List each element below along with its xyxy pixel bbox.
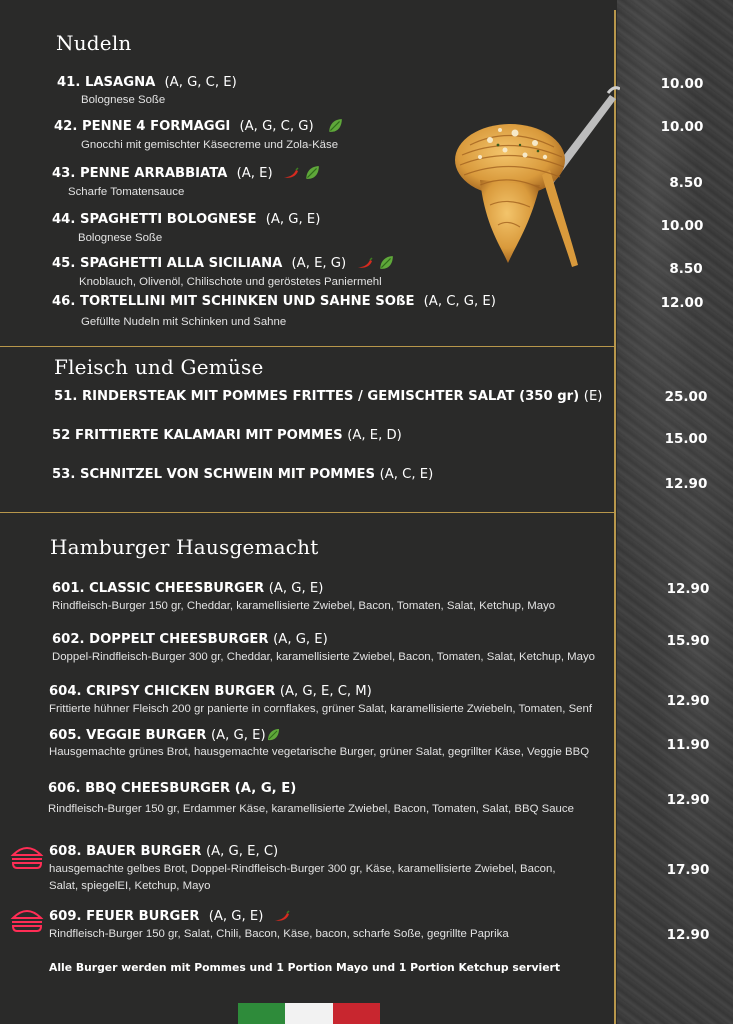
menu-item-606 bbox=[48, 781, 296, 796]
burger-icon bbox=[9, 906, 45, 934]
allergen-code: (A, C, E) bbox=[379, 467, 434, 482]
menu-item-46 bbox=[52, 294, 496, 309]
item-name: 44. SPAGHETTI BOLOGNESE bbox=[52, 212, 257, 227]
section-title-fleisch: Fleisch und Gemüse bbox=[54, 355, 264, 379]
menu-item-41 bbox=[57, 75, 237, 90]
burger-icon bbox=[9, 843, 45, 871]
item-name: 604. CRIPSY CHICKEN BURGER bbox=[49, 684, 276, 699]
item-name: 52 FRITTIERTE KALAMARI MIT POMMES bbox=[52, 428, 343, 443]
item-price: 10.00 bbox=[660, 76, 704, 92]
burger-note: Alle Burger werden mit Pommes und 1 Portion Mayo und 1 Portion Ketchup serviert bbox=[49, 961, 561, 974]
item-price: 8.50 bbox=[669, 175, 703, 191]
item-name: 609. FEUER BURGER bbox=[49, 909, 200, 924]
menu-item-608 bbox=[49, 844, 278, 859]
section-divider bbox=[0, 346, 614, 347]
allergen-code: (A, E) bbox=[236, 166, 273, 181]
item-description: Hausgemachte grünes Brot, hausgemachte vegetarische Burger, grüner Salat, gegrillter Käse, Veggie BBQ bbox=[49, 746, 590, 758]
item-price: 8.50 bbox=[669, 261, 703, 277]
allergen-code: (E) bbox=[583, 389, 603, 404]
chili-icon bbox=[274, 910, 290, 922]
chili-icon bbox=[283, 167, 299, 179]
menu-item-52 bbox=[52, 428, 402, 443]
item-name: 45. SPAGHETTI ALLA SICILIANA bbox=[52, 256, 283, 271]
pasta-fork-image bbox=[450, 85, 620, 275]
leaf-icon bbox=[266, 728, 280, 742]
item-price: 17.90 bbox=[666, 862, 710, 878]
item-name: 606. BBQ CHEESBURGER (A, G, E) bbox=[48, 781, 297, 796]
item-name: 43. PENNE ARRABBIATA bbox=[52, 166, 228, 181]
item-price: 15.00 bbox=[664, 431, 708, 447]
menu-item-51 bbox=[54, 389, 602, 404]
item-price: 10.00 bbox=[660, 119, 704, 135]
flag-stripe-red bbox=[333, 1003, 380, 1024]
item-name: 602. DOPPELT CHEESBURGER bbox=[52, 632, 269, 647]
menu-item-604 bbox=[49, 684, 372, 699]
menu-item-609 bbox=[49, 909, 290, 924]
item-description: Doppel-Rindfleisch-Burger 300 gr, Cheddar, karamellisierte Zwiebel, Bacon, Tomaten, Salat, Ketchup, Mayo bbox=[52, 651, 596, 663]
item-description: Bolognese Soße bbox=[78, 232, 163, 244]
item-description: Rindfleisch-Burger 150 gr, Salat, Chili, Bacon, Käse, bacon, scharfe Soße, gegrillte Paprika bbox=[49, 928, 509, 940]
item-price: 12.90 bbox=[666, 581, 710, 597]
allergen-code: (A, G, E, C) bbox=[205, 844, 279, 859]
allergen-code: (A, E, G) bbox=[291, 256, 347, 271]
flag-stripe-white bbox=[285, 1003, 332, 1024]
menu-item-602 bbox=[52, 632, 328, 647]
item-price: 25.00 bbox=[664, 389, 708, 405]
item-name: 605. VEGGIE BURGER bbox=[49, 728, 207, 743]
menu-item-53 bbox=[52, 467, 433, 482]
item-description: Rindfleisch-Burger 150 gr, Cheddar, karamellisierte Zwiebel, Bacon, Tomaten, Salat, Ketchup, Mayo bbox=[52, 600, 556, 612]
item-name: 53. SCHNITZEL VON SCHWEIN MIT POMMES bbox=[52, 467, 376, 482]
allergen-code: (A, E, D) bbox=[347, 428, 402, 443]
allergen-code: (A, G, E, C, M) bbox=[279, 684, 372, 699]
item-description: hausgemachte gelbes Brot, Doppel-Rindfleisch-Burger 300 gr, Käse, karamellisierte Zwiebel, Bacon, bbox=[49, 863, 556, 875]
item-name: 51. RINDERSTEAK MIT POMMES FRITTES / GEMISCHTER SALAT (350 gr) bbox=[54, 389, 580, 404]
leaf-icon bbox=[377, 255, 395, 271]
item-description: Knoblauch, Olivenöl, Chilischote und geröstetes Paniermehl bbox=[79, 276, 382, 288]
item-price: 15.90 bbox=[666, 633, 710, 649]
menu-item-605 bbox=[49, 728, 280, 743]
leaf-icon bbox=[303, 165, 321, 181]
item-description: Bolognese Soße bbox=[81, 94, 166, 106]
item-price: 10.00 bbox=[660, 218, 704, 234]
menu-item-42 bbox=[54, 118, 344, 134]
item-price: 12.90 bbox=[666, 927, 710, 943]
item-price: 12.90 bbox=[666, 792, 710, 808]
allergen-code: (A, G, E) bbox=[268, 581, 324, 596]
section-title-nudeln: Nudeln bbox=[56, 31, 132, 55]
allergen-code: (A, G, E) bbox=[208, 909, 264, 924]
flag-stripe-green bbox=[238, 1003, 285, 1024]
item-name: 608. BAUER BURGER bbox=[49, 844, 202, 859]
item-description: Gefüllte Nudeln mit Schinken und Sahne bbox=[81, 316, 287, 328]
allergen-code: (A, G, C, E) bbox=[164, 75, 237, 90]
section-divider bbox=[0, 512, 614, 513]
item-price: 11.90 bbox=[666, 737, 710, 753]
allergen-code: (A, G, E) bbox=[265, 212, 321, 227]
item-description: Gnocchi mit gemischter Käsecreme und Zola-Käse bbox=[81, 139, 339, 151]
menu-item-43 bbox=[52, 165, 321, 181]
allergen-code: (A, G, C, G) bbox=[239, 119, 314, 134]
menu-item-45 bbox=[52, 255, 395, 271]
item-price: 12.00 bbox=[660, 295, 704, 311]
allergen-code: (A, G, E) bbox=[211, 728, 266, 743]
menu-item-44 bbox=[52, 212, 320, 227]
allergen-code: (A, G, E) bbox=[273, 632, 328, 647]
item-name: 601. CLASSIC CHEESBURGER bbox=[52, 581, 265, 596]
item-description: Scharfe Tomatensauce bbox=[68, 186, 185, 198]
item-description: Frittierte hühner Fleisch 200 gr panierte in cornflakes, grüner Salat, karamellisierte Zwiebeln, Tomaten, Senf bbox=[49, 703, 593, 715]
item-price: 12.90 bbox=[666, 693, 710, 709]
chili-icon bbox=[357, 257, 373, 269]
item-description-line2: Salat, spiegelEI, Ketchup, Mayo bbox=[49, 880, 211, 892]
leaf-icon bbox=[326, 118, 344, 134]
italian-flag bbox=[238, 1003, 380, 1024]
section-title-burger: Hamburger Hausgemacht bbox=[50, 535, 319, 559]
item-name: 42. PENNE 4 FORMAGGI bbox=[54, 119, 231, 134]
menu-item-601 bbox=[52, 581, 323, 596]
item-price: 12.90 bbox=[664, 476, 708, 492]
item-name: 41. LASAGNA bbox=[57, 75, 156, 90]
item-description: Rindfleisch-Burger 150 gr, Erdammer Käse, karamellisierte Zwiebel, Bacon, Tomaten, Salat, BBQ Sauce bbox=[48, 803, 574, 815]
item-name: 46. TORTELLINI MIT SCHINKEN UND SAHNE SOßE bbox=[52, 294, 415, 309]
allergen-code: (A, C, G, E) bbox=[423, 294, 496, 309]
